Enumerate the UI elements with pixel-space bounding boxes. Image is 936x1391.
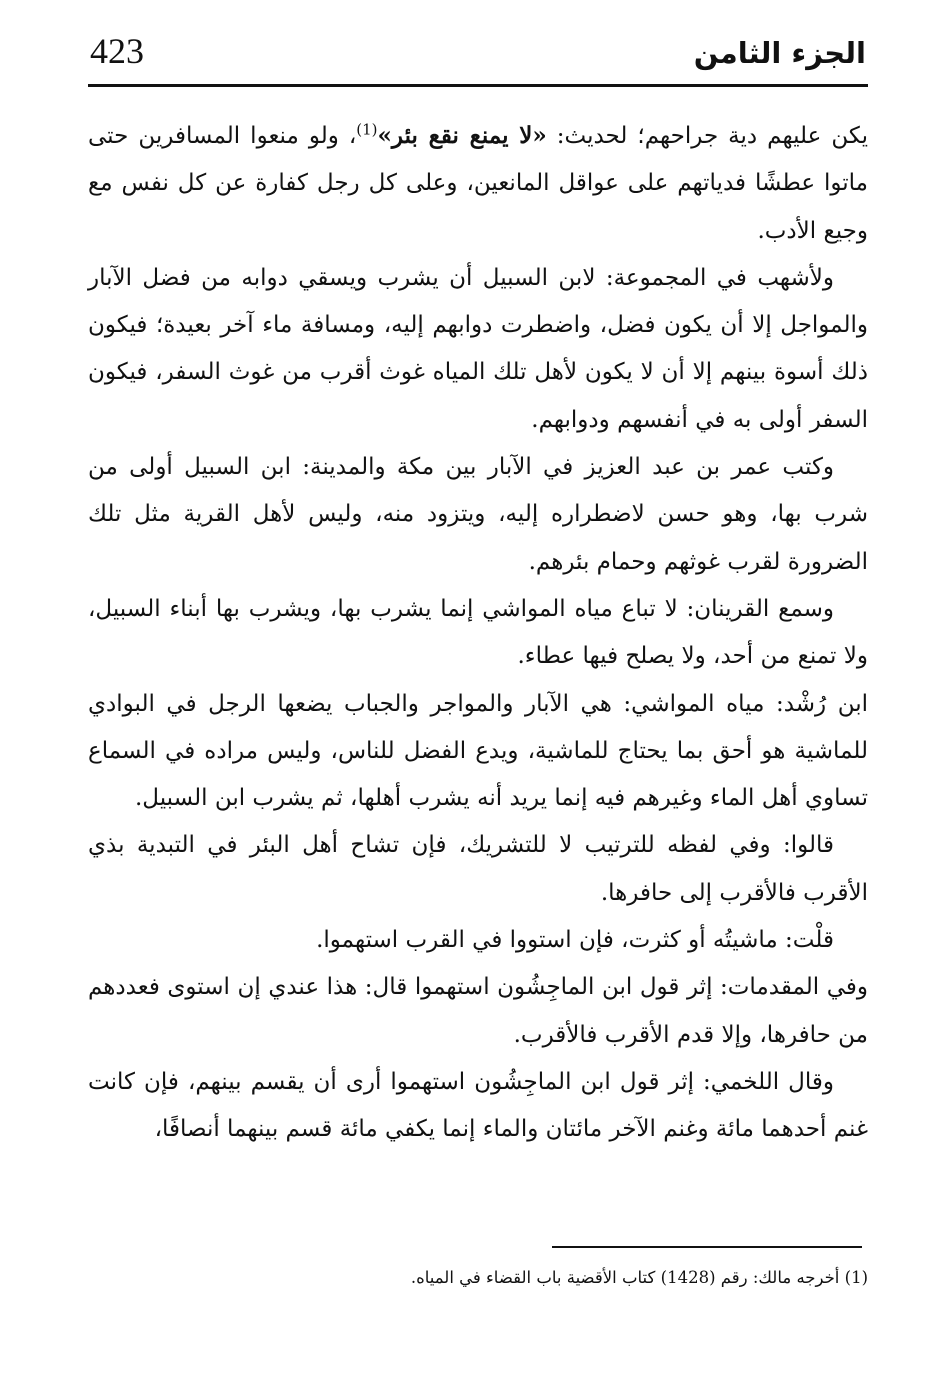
footnote: (1) أخرجه مالك: رقم (1428) كتاب الأقضية باب القضاء في المياه. [410,1268,868,1287]
paragraph: وفي المقدمات: إثر قول ابن الماجِشُون استهموا قال: هذا عندي إن استوى فعددهم من حافرها، وإلا قدم الأقرب فالأقرب. [88,974,868,1048]
paragraph: يكن عليهم دية جراحهم؛ لحديث: «لا يمنع نقع بئر»$^{(1)}$، ولو منعوا المسافرين حتى ماتوا عطشًا فدياتهم على عواقل المانعين، وعلى كل رجل كفارة عن كل نفس مع وجيع الأدب. [88,120,868,244]
footnote-rule [552,1246,862,1248]
hadith-quote: «لا يمنع نقع بئر» [377,122,547,149]
running-title: الجزء الثامن [693,36,866,70]
paragraph: ولأشهب في المجموعة: لابن السبيل أن يشرب ويسقي دوابه من فضل الآبار والمواجل إلا أن يكون فضل، واضطرت دوابهم إليه، ومسافة ماء آخر بعيدة؛ فيكون ذلك أسوة بينهم إلا أن لا يكون لأهل تلك المياه غوث أقرب من غوث السفر، فيكون السفر أولى به في أنفسهم ودوابهم. [88,264,868,433]
paragraph: وسمع القرينان: لا تباع مياه المواشي إنما يشرب بها، ويشرب بها أبناء السبيل، ولا تمنع من أحد، ولا يصلح فيها عطاء. [88,595,868,670]
body-text [88,112,868,1154]
paragraph: ابن رُشْد: مياه المواشي: هي الآبار والمواجر والجباب يضعها الرجل في البوادي للماشية هو أحق بما يحتاج للماشية، ويدع الفضل للناس، وليس مراده في السماع تساوي أهل الماء وغيرهم فيه إنما يريد أنه يشرب أهلها، ثم يشرب ابن السبيل. [88,690,868,812]
paragraph: قالوا: وفي لفظه للترتيب لا للتشريك، فإن تشاح أهل البئر في التبدية بذي الأقرب فالأقرب إلى حافرها. [88,832,868,906]
paragraph: قلْت: ماشيتُه أو كثرت، فإن استووا في القرب استهموا. [316,927,834,954]
paragraph: وكتب عمر بن عبد العزيز في الآبار بين مكة والمدينة: ابن السبيل أولى من شرب بها، وهو حسن لاضطراره إليه، ويتزود منه، وليس لأهل القرية مثل تلك الضرورة لقرب غوثهم وحمام بئرهم. [88,454,868,575]
header-rule [88,84,868,87]
footnote-reference[interactable]: (1) [356,120,378,139]
paragraph: وقال اللخمي: إثر قول ابن الماجِشُون استهموا أرى أن يقسم بينهم، فإن كانت غنم أحدهما مائة وغنم الآخر مائتان والماء إنما يكفي مائة قسم بينهما أنصافًا، [88,1068,868,1143]
page-header [88,28,868,78]
page-number: 423 [90,31,144,71]
